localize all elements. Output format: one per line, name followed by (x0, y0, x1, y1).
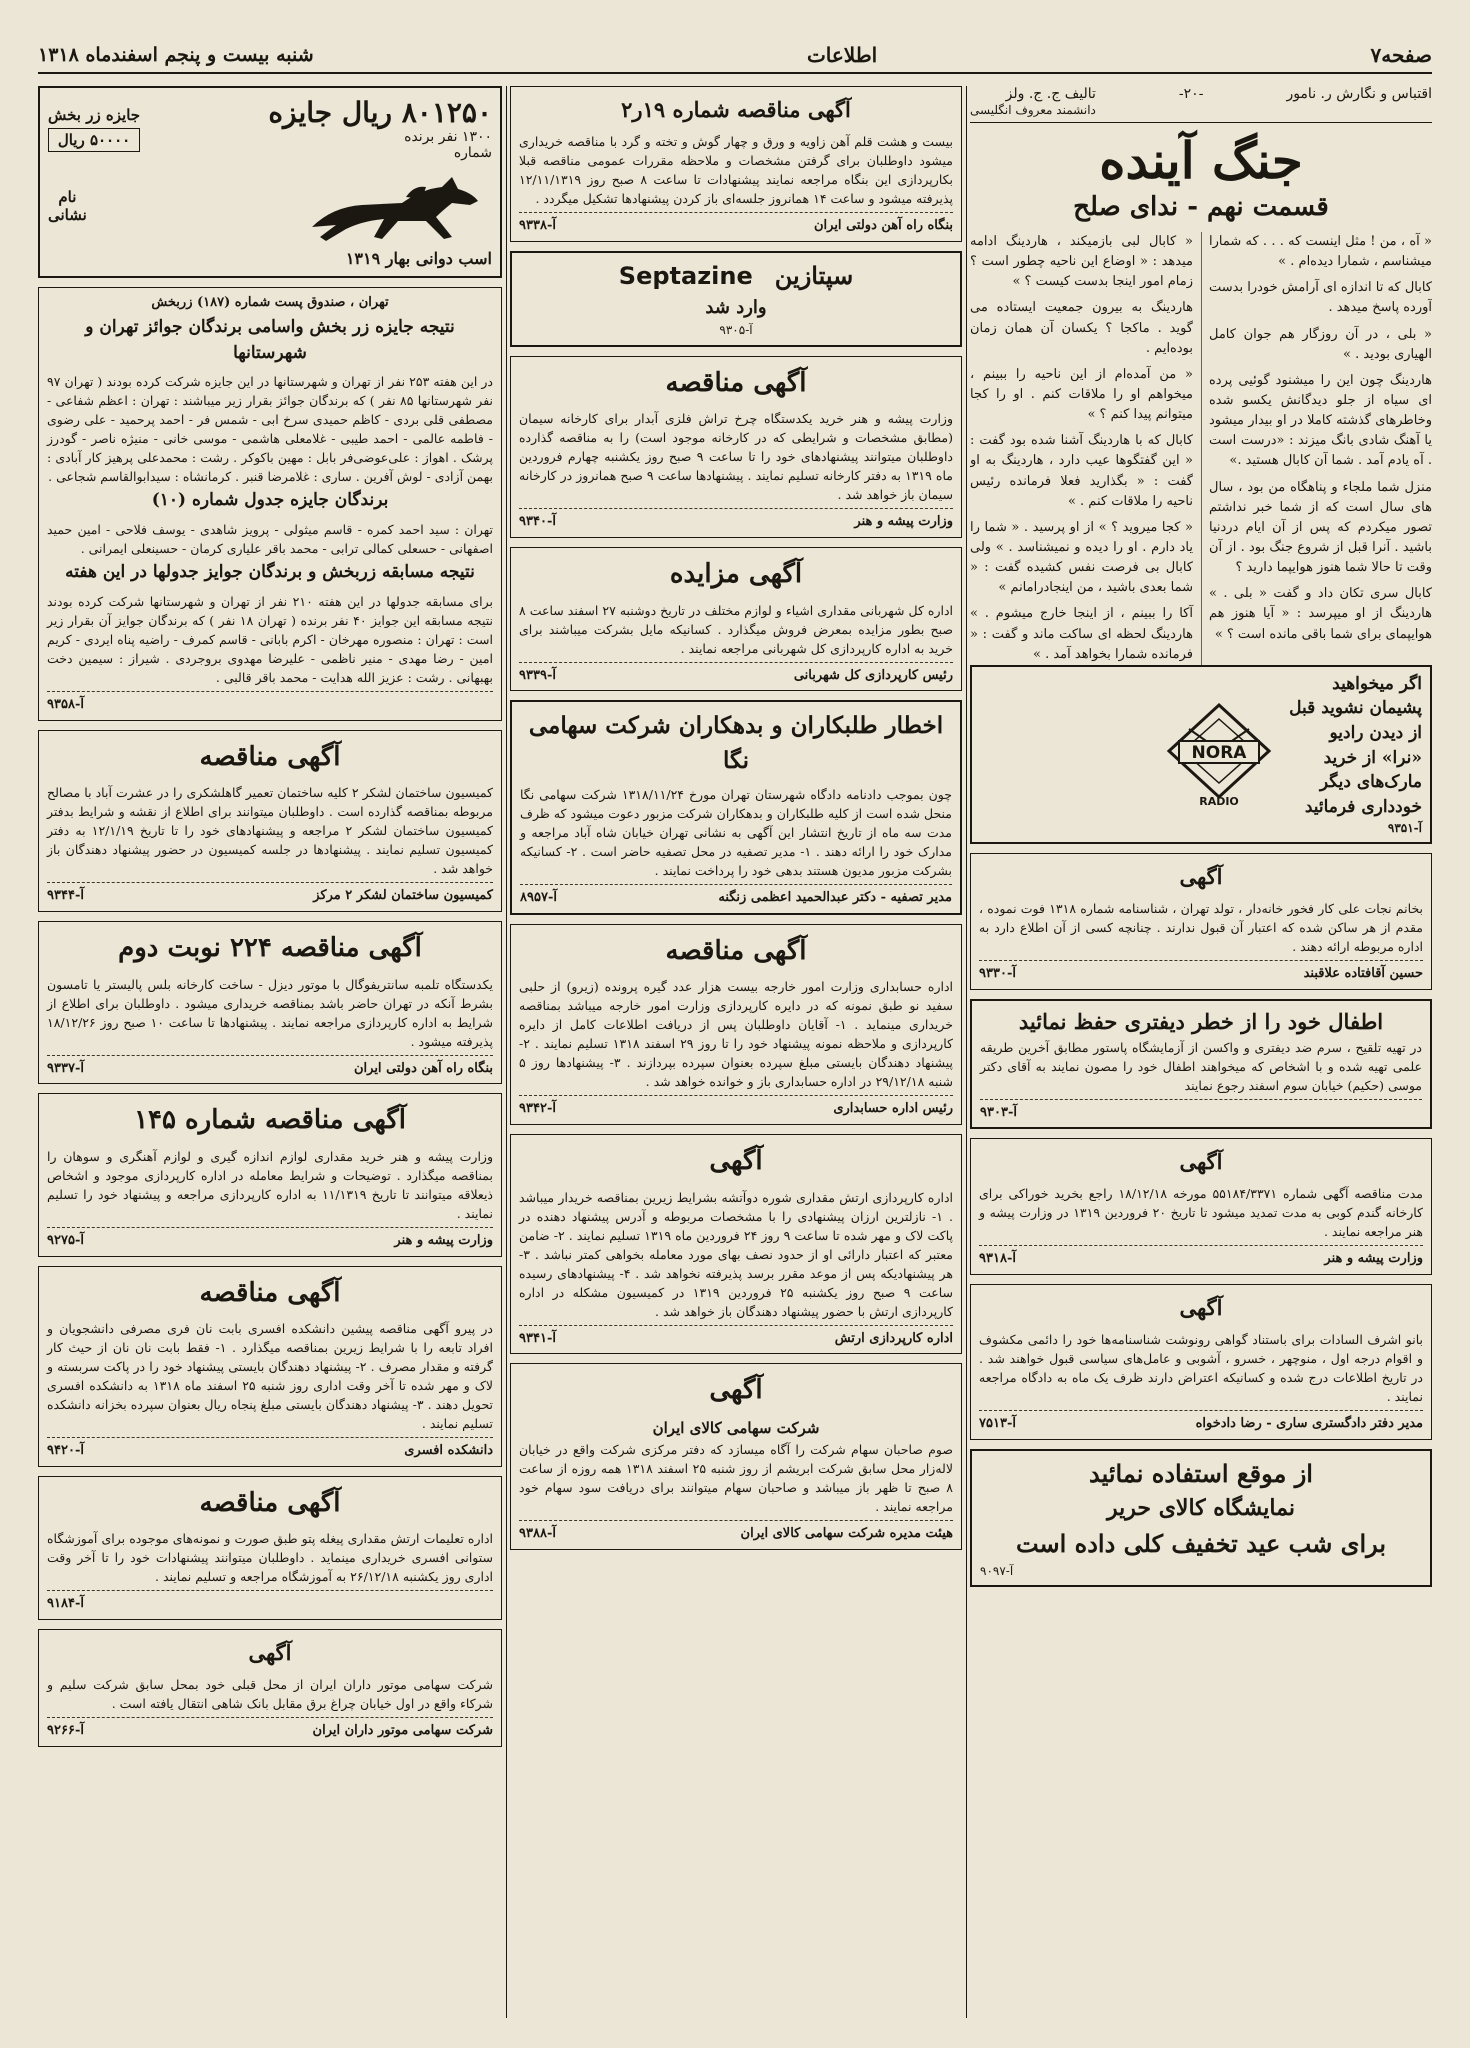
ad-body: صوم صاحبان سهام شرکت را آگاه میسازد که دفتر مرکزی شرکت واقع در خیابان لاله‌زار محل سابق شرکت ابریشم از روز شنبه ۲۵ اسفند ۱۳۱۸ همه روزه از ساعت ۸ صبح تا ظهر باز میباشد و صاحبان سهام میتوانند برای دریافت سود سهام خود مراجعه نمایند . (519, 1441, 953, 1514)
lottery-tag: جایزه زر بخش (48, 105, 141, 124)
diphtheria-ad (970, 999, 1432, 1130)
ad-title: آگهی مناقصه (199, 1487, 341, 1518)
story-paragraph: « من آمده‌ام از این ناحیه را ببینم ، میخواهم او را ملاقات کنم . او را کجا میتوانم پیدا کنم ؟ » (970, 366, 1193, 423)
septazine-fa: سپتازین (774, 260, 854, 290)
ad-title: آگهی (248, 1640, 292, 1666)
nora-logo-icon (1159, 699, 1279, 809)
tender-extension-notice (970, 1138, 1432, 1275)
ad-signature: دانشکده افسری آ-۹۴۲۰ (47, 1437, 493, 1461)
nora-brand: NORA (1191, 743, 1247, 764)
lottery-winners: ۱۳۰۰ نفر برنده (404, 129, 492, 145)
army-procurement-ad (510, 1134, 962, 1354)
ad-signature: هیئت مدیره شرکت سهامی کالای ایران آ-۹۳۸۸ (519, 1520, 953, 1544)
ad-title: آگهی مناقصه (199, 1277, 341, 1308)
nora-radio-ad (970, 665, 1432, 844)
story-body (970, 232, 1432, 665)
ad-title: آگهی مزایده (669, 558, 803, 589)
ad-line: نمایشگاه کالای حریر (1107, 1495, 1295, 1522)
notice-signature: حسین آقافتاده علاقبند آ-۹۳۳۰ (979, 960, 1423, 984)
nora-brand-sub: RADIO (1199, 795, 1239, 809)
story-installment: -۲۰- (1178, 86, 1204, 102)
lost-certificate-notice (970, 853, 1432, 990)
notice-title: آگهی (1179, 1149, 1223, 1175)
harir-exhibition-ad (970, 1449, 1432, 1588)
cement-lathe-tender (510, 356, 962, 538)
ad-signature: بنگاه راه آهن دولتی ایران آ-۹۳۳۷ (47, 1055, 493, 1079)
tools-tender (38, 1093, 502, 1256)
ad-code: آ-۹۰۹۷ (980, 1564, 1014, 1579)
ad-title: آگهی مناقصه (199, 741, 341, 772)
pump-tender (38, 921, 502, 1084)
column-rule (966, 86, 967, 2018)
radio-ad-text: اگر میخواهید پشیمان نشوید قبل از دیدن رادیو «نرا» از خرید مارک‌های دیگر خودداری فرمائید آ-۹۳۵۱ (1289, 672, 1422, 837)
ad-signature: وزارت پیشه و هنر آ-۹۳۴۰ (519, 508, 953, 532)
results-title: نتیجه جایزه زر بخش واسامی برندگان جوائز تهران و شهرستانها (85, 316, 455, 363)
ad-title: اخطار طلبکاران و بدهکاران شرکت سهامی نگا (528, 712, 944, 775)
story-paragraph: « کابال لبی بازمیکند ، هاردینگ ادامه میدهد : « اوضاع این ناحیه چطور است ؟ زمام امور اینجا بدست کیست ؟ » (970, 234, 1193, 290)
story-adapter: اقتباس و نگارش ر. نامور (1286, 86, 1432, 102)
ad-code: آ-۹۳۰۵ (719, 323, 753, 338)
ad-body: یکدستگاه تلمبه سانتریفوگال با موتور دیزل - ساخت کارخانه بلس پالیستر یا تامسون بشرط آنکه در تهران حاضر باشد بمناقصه خریداری میشود . داوطلبان برای اطلاع از شرایط به اداره کارپردازی مراجعه نمایند . پیشنهادها تا ساعت ۱۰ صبح روز ۱۸/۱۲/۲۶ پذیرفته میشود . (47, 976, 493, 1049)
kala-company-ad (510, 1363, 962, 1549)
court-notice (970, 1284, 1432, 1440)
story-paragraph: آکا را ببینم ، از اینجا خارج میشوم . » هاردینگ لحظه ای ساکت ماند و گفت : « فرمانده شمارا بخواهد آمد . » (970, 606, 1193, 662)
ad-body: اداره حسابداری وزارت امور خارجه بیست هزار عدد گیره پرونده (زیرو) از حلبی سفید نو طبق نمونه که در دایره کارپردازی وزارت امور خارجه میباشد بمناقصه خریداری مینماید . ۱- آقایان داوطلبان پس از دریافت اطلاعات کامل از دایره کارپردازی و ملاحظه نمونه پیشنهاد خود را تا روز ۲۹ اسفند ۱۳۱۸ تسلیم نمایند . ۲- پیشنهاد دهندگان بایستی مبلغ سپرده بعنوان سپرده بپردازند . ۳- پیشنهادها روز ۵ شنبه ۲۹/۱۲/۱۸ در اداره حسابداری باز و خوانده خواهد شد . (519, 979, 953, 1090)
ad-body: اداره کارپردازی ارتش مقداری شوره دوآتشه بشرایط زیرین بمناقصه خریدار میباشد . ۱- نازلترین ارزان پیشنهادی را با مشخصات مربوطه و آدرس پیشنهاد دهنده در پاکت لاک و مهر شده تا ساعت ۹ روز ۲۴ فروردین ماه ۱۳۱۹ تسلیم نمایند . ۲- ضامن معتبر که اعتبار دارائی او از حدود نصف بهای مورد معامله بخواهی کمتر نباشد . ۳- هر پیشنهادیکه پس از موعد مقرر برسد پذیرفته نخواهد شد . ۴- پیشنهادهای رسیده ساعت ۹ صبح روز یکشنبه ۲۵ فروردین ۱۳۱۹ در کمیسیون مشکله در اداره کارپردازی ارتش با حضور پیشنهاد دهندگان باز خواهد شد . (519, 1189, 953, 1319)
story-paragraph: هاردینگ به بیرون جمعیت ایستاده می گوید . ماکجا ؟ یکسان آن همان زمان بوده‌ایم . (970, 300, 1193, 356)
company-liquidation-notice (510, 700, 962, 915)
ad-line: برای شب عید تخفیف کلی داده است (1015, 1528, 1387, 1558)
ad-body: کمیسیون ساختمان لشکر ۲ کلیه ساختمان تعمیر گاهلشکری را در عشرت آباد با مصالح مربوطه بمناقصه گذارده است . داوطلبان میتوانند برای اطلاع از نقشه و شرایط بدفتر کمیسیون ساختمان لشکر ۲ مراجعه و پیشنهادهای خود را تا تاریخ ۱۲/۱/۱۹ به دفتر کمیسیون تسلیم نمایند . پیشنهادها در جلسه کمیسیون در حضور پیشنهاد دهندگان باز خواهد شد . (47, 785, 494, 877)
notice-signature: وزارت پیشه و هنر آ-۹۳۱۸ (979, 1245, 1423, 1269)
ad-body: اداره تعلیمات ارتش مقداری پیغله پتو طبق صورت و نمونه‌های موجوده برای آموزشگاه ستوانی افسری خریداری مینماید . داوطلبان میتوانند پیشنهادات خود را تا آخر وقت اداری روز یکشنبه ۲۶/۱۲/۱۸ به آموزشگاه مراجعه و تسلیم نمایند . (47, 1531, 493, 1585)
ad-body: اداره کل شهربانی مقداری اشیاء و لوازم مختلف در تاریخ دوشنبه ۲۷ اسفند ساعت ۸ صبح بطور مزایده بمعرض فروش میگذارد . کسانیکه مایل بشرکت میباشند برای خرید به اداره کارپردازی کل شهربانی مراجعه نمایند . (519, 602, 953, 656)
story-paragraph: هاردینگ چون این را میشنود گوئیی پرده ای سیاه از جلو دیدگانش یکسو شده وخاطرهای گذشته کاملا در او بیدار میشود یا آهنگ شادی بانگ میزند : «درست است . آه یادم آمد . شما آن کابال هستید .» (1209, 372, 1432, 469)
story-subtitle: قسمت نهم - ندای صلح (1073, 192, 1329, 222)
blanket-tender (38, 1476, 502, 1620)
story-author: تالیف ج. ج. ولز دانشمند معروف انگلیسی (970, 86, 1096, 117)
notice-body: بخانم نجات علی کار فخور خانه‌دار ، تولد تهران ، شناسنامه شماره ۱۳۱۸ فوت نموده ، مقدم از هر ساکن شده که اعتبار آن قبول ندارند . چنانچه کسی از آن اطلاع دارد به اداره مربوطه ارائه دهند . (979, 900, 1423, 954)
story-paragraph: کابال که با هاردینگ آشنا شده بود گفت : « این گفتگوها عیب دارد ، هاردینگ به او گفت : « بگذارید فعلا فرمانده رئیس ناحیه را ملاقات کنم . » (970, 433, 1193, 509)
ad-code: آ-۹۳۰۳ (980, 1099, 1422, 1123)
results-body: تهران : سید احمد کمره - قاسم میثولی - پرویز شاهدی - یوسف فلاحی - امین حمید اصفهانی - حسعلی کمالی ترابی - محمد باقر علیاری کرمان - حسینعلی ایمرانی . (47, 522, 493, 557)
ad-title: آگهی مناقصه (665, 367, 807, 398)
academy-bread-tender (38, 1266, 502, 1467)
left-column (38, 86, 502, 2018)
lottery-address-label: نشانی (48, 206, 87, 224)
ad-title: آگهی مناقصه شماره ۱۴۵ (134, 1105, 406, 1136)
lottery-race-label: اسب دوانی بهار ۱۳۱۹ (345, 249, 492, 268)
ad-code: آ-۹۳۵۱ (1387, 820, 1422, 835)
page-number: صفحه۷ (1370, 43, 1432, 67)
ad-code: آ-۹۱۸۴ (47, 1590, 493, 1614)
ad-signature: مدیر تصفیه - دکتر عبدالحمید اعظمی زنگنه آ-۸۹۵۷ (520, 884, 952, 908)
notice-body: بانو اشرف السادات برای باستناد گواهی رونوشت شناسنامه‌ها خود را دائمی مکشوف و اقوام درجه اول ، منوچهر ، خسرو ، آشوبی و عامل‌های سیاسی قبول خواهند شد . در تاریخ اطلاعات درج شده و کسانیکه اعتراض دارند ظرف یک ماه به دادگاه مراجعه نمایند . (979, 1331, 1423, 1404)
ad-line: از موقع استفاده نمائید (1089, 1458, 1313, 1488)
story-title: جنگ آینده (1099, 131, 1303, 190)
ad-title: آگهی (709, 1146, 763, 1177)
ad-body: در پیرو آگهی مناقصه پیشین دانشکده افسری بابت نان فری مصرفی دانشجویان و افراد تابعه را با شرایط زیرین بمناقصه میگذارد . ۱- فقط بابت نان نان از حیث کار گرفته و مقدار مصرف . ۲- پیشنهاد دهندگان بایستی پیشنهاد خود را در پاکت سربسته و لاک و مهر شده تا آخر وقت اداری روز شنبه ۲۵ اسفند ماه ۱۳۱۸ به دانشکده افسری تحویل دهند . ۳- پیشنهاد دهندگان بایستی مبلغ پنجاه ریال بعنوان سپرده بخزانه دانشکده تسلیم نمایند . (47, 1321, 494, 1432)
ad-body: شرکت سهامی موتور داران ایران از محل قبلی خود بمحل سابق شرکت سلیم و شرکاء واقع در اول خیابان چراغ برق مقابل بانک شاهی انتقال یافته است . (47, 1677, 493, 1712)
results-body: برای مسابقه جدولها در این هفته ۲۱۰ نفر از تهران و شهرستانها شرکت کرده بودند نتیجه مسابقه این جوایز ۴۰ نفر برنده ( تهران ۱۸ نفر ) که برندگان جوایز آن بقرار زیر است : تهران : منصوره مهرخان - اکرم بابانی - قاسم کمرف - راضیه پناه ایردی - کریم امین - رضا مهدی - منیر ناظمی - علیرضا مهدوی بروجردی . شیراز : سیمین دخت بهبهانی . رشت : عزیز الله هدایت - محمد باقر قالبی . (47, 594, 493, 686)
septazine-tag: وارد شد (705, 297, 767, 319)
foreign-ministry-tender (510, 924, 962, 1125)
notice-body: مدت مناقصه آگهی شماره ۵۵۱۸۴/۳۳۷۱ مورخه ۱۸/۱۲/۱۸ راجع بخرید خوراکی برای کارخانه گندم کوبی به مدت تمدید میشود تا تاریخ ۲۰ فروردین ۱۳۱۹ در وزارت پیشه و هنر مراجعه نمایند . (979, 1186, 1424, 1240)
story-paragraph: « بلی ، در آن روزگار هم جوان کامل الهیاری بودید . » (1209, 326, 1432, 362)
lottery-name-label: نام (58, 188, 77, 206)
racehorse-icon (302, 167, 492, 245)
story-paragraph: منزل شما ملجاء و پناهگاه من بود ، سال های سال است که از شما خبر نداشتم تصور میکردم که پس از آن ایام دردنیا باشید . آنرا قبل از شروع جنگ بود . از آن وقت تا حالا شما هنوز هوایپما دارید ؟ (1209, 479, 1432, 576)
ad-title: آگهی (709, 1375, 763, 1406)
diphtheria-body: در تهیه تلقیح ، سرم ضد دیفتری و واکسن از آزمایشگاه پاستور مطابق آخرین طریقه علمی تهیه شده و با اشخاص که میخواهند اطفال خود را مصون نمایند به آقای دکتر موسی (حکیم) خیابان سوم اسفند رجوع نمایند (980, 1039, 1422, 1093)
lottery-results (38, 287, 502, 721)
story-paragraph: کابال سری تکان داد و گفت « بلی . » هاردینگ از او میپرسد : « آیا هنوز هم هوایپمای برای شما باقی مانده است ؟ » (1209, 586, 1432, 642)
ad-signature: کمیسیون ساختمان لشکر ۲ مرکز آ-۹۳۴۴ (47, 882, 493, 906)
ad-subtitle: شرکت سهامی کالای ایران (652, 1418, 820, 1437)
serial-story (970, 86, 1432, 665)
ad-body: بیست و هشت قلم آهن زاویه و ورق و چهار گوش و تخته و گرد با مناقصه خریداری میشود داوطلبان برای گرفتن مشخصات و ملاحظه مقررات عمومی مناقصه قبلا بکارپردازی این بنگاه مراجعه نمایند پیشنهادات تا ساعت ۸ صبح روز ۱۲/۱۱/۱۳۱۹ پذیرفته میشود و ساعت ۱۴ همانروز جلسه‌ای باز کردن پیشنهادها تشکیل میگردد . (519, 133, 954, 206)
issue-date: شنبه بیست و پنجم اسفند‌ماه ۱۳۱۸ (38, 44, 314, 66)
railway-tender-ad (510, 86, 962, 242)
results-title: نتیجه مسابقه زربخش و برندگان جوایز جدولها در این هفته (65, 562, 475, 583)
ad-code: آ-۹۳۵۸ (47, 691, 493, 715)
lottery-prize: ۸۰۱۲۵۰ ریال جایزه (268, 96, 492, 129)
ad-title: آگهی مناقصه شماره ۱۹ر۲ (621, 97, 851, 122)
motor-company-notice (38, 1629, 502, 1747)
story-paragraph: « کجا میروید ؟ » از او پرسید . « شما را یاد دارم . او را دیده و نمیشناسد . » ولی کابال بی فرصت نفس کشیده گفت : « شما بعدی باشید ، من اینجادرامانم » (970, 519, 1193, 596)
ad-signature: وزارت پیشه و هنر آ-۹۲۷۵ (47, 1227, 493, 1251)
septazine-latin: Septazine (618, 261, 753, 290)
story-header (970, 86, 1432, 123)
police-auction-ad (510, 547, 962, 691)
notice-title: آگهی (1179, 864, 1223, 890)
zarbakhsh-lottery-ad (38, 86, 502, 278)
results-head: تهران ، صندوق پست شماره (۱۸۷) زربخش (151, 295, 389, 310)
results-body: در این هفته ۲۵۳ نفر از تهران و شهرستانها در این جایزه شرکت کرده بودند ( تهران ۹۷ نفر شهرستانها ۸۵ نفر ) که برندگان جوائز بقرار زیر میباشند : تهران : اعظم شفاعی - مصطفی قلی بردی - کاظم حمیدی سرخ ابی - شمس فر - احمد پرحمید - علی رضوی - فاطمه عالمی - احمد طیبی - غلامعلی هاشمی - موسی خانی - منیژه ناصر - گودرز پرشک . اهواز : علی‌عوضی‌فر بابل : مهین باکوکر . رشت : محمدعلی پرهیز کار آبادی : بهمن آزادی - لوش آفرین . ساری : غلامرضا قنبر . کرمانشاه : سیدابوالقاسم شجاعی . (47, 374, 493, 485)
construction-tender (38, 730, 502, 912)
story-paragraph: کابال که تا اندازه ای آرامش خودرا بدست آورده پاسخ میدهد . (1209, 280, 1432, 316)
lottery-big-prize: ۵۰۰۰۰ ریال (48, 128, 140, 152)
right-column (970, 86, 1432, 2018)
septazine-ad (510, 251, 962, 347)
masthead (38, 38, 1432, 74)
notice-signature: مدیر دفتر دادگستری ساری - رضا دادخواه آ-۷۵۱۳ (979, 1410, 1423, 1434)
ad-signature: رئیس اداره حسابداری آ-۹۳۴۲ (519, 1095, 953, 1119)
ad-signature: رئیس کارپردازی کل شهربانی آ-۹۳۳۹ (519, 662, 953, 686)
ad-body: چون بموجب دادنامه دادگاه شهرستان تهران مورخ ۱۳۱۸/۱۱/۲۴ شرکت سهامی نگا منحل شده است از کلیه طلبکاران و بدهکاران شرکت مزبور دعوت میشود که ظرف مدت سه ماه از تاریخ انتشار این آگهی به نشانی تهران خیابان شاه آباد مراجعه و مدارک خود را ارائه دهند . ۱- مدیر تصفیه در محل تصفیه حاضر است . ۲- کسانیکه بشرکت مزبور مدیون هستند بدهی خود را پرداخت نمایند . (520, 787, 952, 879)
ad-signature: بنگاه راه آهن دولتی ایران آ-۹۳۳۸ (519, 212, 953, 236)
lottery-number: شماره (453, 145, 492, 161)
ad-body: وزارت پیشه و هنر خرید مقداری لوازم اندازه گیری و لوازم آهنگری و سوهان را بمناقصه میگذارد . توضیحات و شرایط معامله در اداره کارپردازی موجود و اشخاص ذیعلاقه میتوانند تا تاریخ ۱۱/۱۳۱۹ به اداره کارپردازی مراجعه و پیشنهاد خود را تسلیم نمایند . (47, 1148, 494, 1221)
ad-signature: اداره کارپردازی ارتش آ-۹۳۴۱ (519, 1325, 953, 1349)
column-rule (506, 86, 507, 2018)
notice-title: آگهی (1179, 1295, 1223, 1321)
ad-signature: شرکت سهامی موتور داران ایران آ-۹۲۶۶ (47, 1717, 493, 1741)
ad-title: آگهی مناقصه (665, 935, 807, 966)
newspaper-name: اطلاعات (806, 43, 878, 67)
diphtheria-title: اطفال خود را از خطر دیفتری حفظ نمائید (1018, 1008, 1384, 1034)
story-paragraph: « آه ، من ! مثل اینست که . . . که شمارا میشناسم ، شمارا دیده‌ام . » (1209, 234, 1432, 270)
ad-body: وزارت پیشه و هنر خرید یکدستگاه چرخ تراش فلزی آبدار برای کارخانه سیمان (مطابق مشخصات و شرایطی که در کارخانه موجود است) را به مناقصه گذارده داوطلبان میتوانند پیشنهادهای خود را تا ساعت ۹ صبح روز یکشنبه چهارم فروردین ماه ۱۳۱۹ به دفتر کارخانه تسلیم نمایند . پیشنهادها ساعت ۹ صبح همانروز در کارخانه سیمان باز خواهد شد . (519, 411, 953, 503)
ad-title: آگهی مناقصه ۲۲۴ نوبت دوم (118, 933, 422, 964)
middle-column (510, 86, 962, 2018)
results-title: برندگان جایزه جدول شماره (۱۰) (151, 490, 389, 511)
